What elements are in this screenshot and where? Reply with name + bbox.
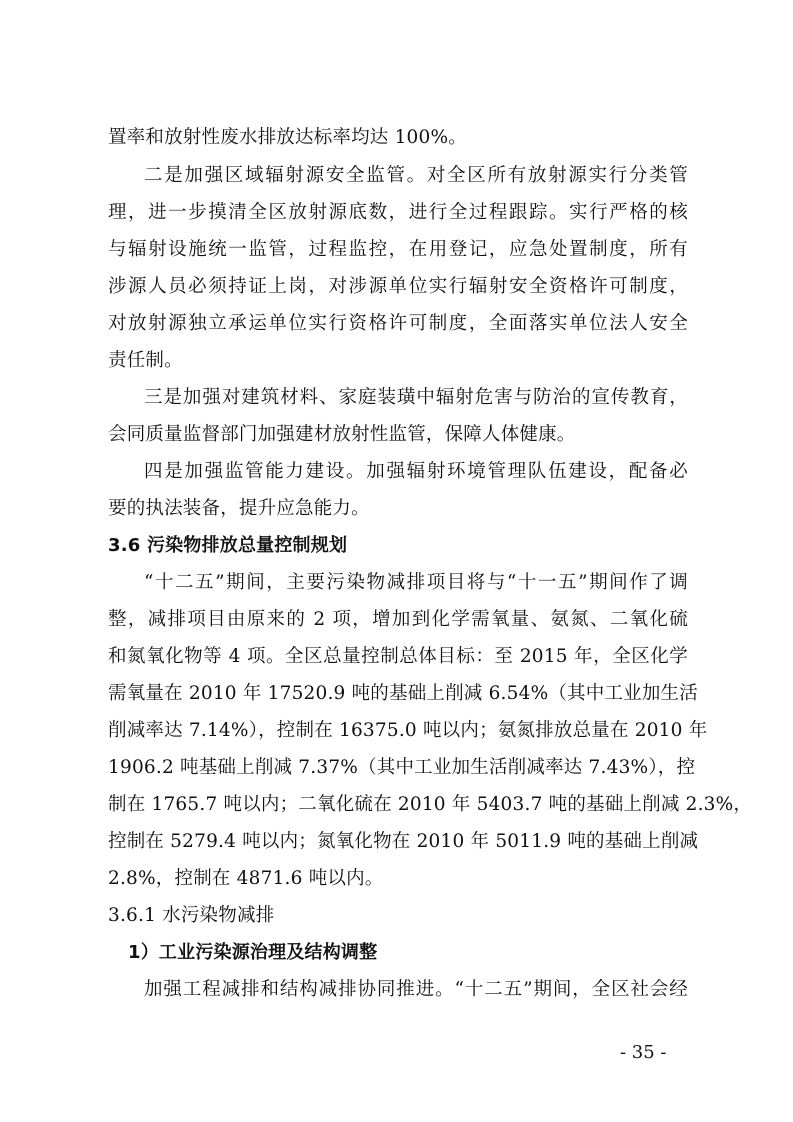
- paragraph-line: 责任制。: [108, 350, 183, 371]
- paragraph-line: 对放射源独立承运单位实行资格许可制度，全面落实单位法人安全: [108, 313, 688, 334]
- section-heading: 3.6 污染物排放总量控制规划: [108, 535, 348, 556]
- paragraph-line: 会同质量监督部门加强建材放射性监管，保障人体健康。: [108, 424, 576, 445]
- paragraph-line: 1906.2 吨基础上削减 7.37%（其中工业加生活削减率达 7.43%），控: [108, 757, 696, 778]
- paragraph-line: 削减率达 7.14%），控制在 16375.0 吨以内；氨氮排放总量在 2010 年: [108, 720, 708, 741]
- paragraph-line: 四是加强监管能力建设。加强辐射环境管理队伍建设，配备必: [144, 461, 688, 482]
- paragraph-line: 控制在 5279.4 吨以内；氮氧化物在 2010 年 5011.9 吨的基础上削减: [108, 831, 699, 852]
- paragraph-line: 加强工程减排和结构减排协同推进。“十二五”期间，全区社会经: [144, 979, 688, 1000]
- paragraph-line: 二是加强区域辐射源安全监管。对全区所有放射源实行分类管: [144, 165, 688, 186]
- paragraph-line: 三是加强对建筑材料、家庭装璜中辐射危害与防治的宣传教育，: [144, 387, 688, 408]
- paragraph-line: 制在 1765.7 吨以内；二氧化硫在 2010 年 5403.7 吨的基础上削减 2.3%，: [108, 794, 753, 815]
- paragraph-line: 2.8%，控制在 4871.6 吨以内。: [108, 868, 384, 889]
- paragraph-line: 需氧量在 2010 年 17520.9 吨的基础上削减 6.54%（其中工业加生活: [108, 683, 698, 704]
- paragraph-line: 要的执法装备，提升应急能力。: [108, 498, 370, 519]
- subsection-heading: 3.6.1 水污染物减排: [108, 905, 275, 926]
- paragraph-line: 整，减排项目由原来的 2 项，增加到化学需氧量、氨氮、二氧化硫: [108, 609, 688, 630]
- paragraph-line: 涉源人员必须持证上岗，对涉源单位实行辐射安全资格许可制度，: [108, 276, 688, 297]
- paragraph-line: 与辐射设施统一监管，过程监控，在用登记，应急处置制度，所有: [108, 239, 688, 260]
- paragraph-line: 和氮氧化物等 4 项。全区总量控制总体目标：至 2015 年，全区化学: [108, 646, 688, 667]
- paragraph-line: “十二五”期间，主要污染物减排项目将与“十一五”期间作了调: [144, 572, 688, 593]
- item-heading: 1）工业污染源治理及结构调整: [128, 942, 378, 963]
- paragraph-line: 置率和放射性废水排放达标率均达 100%。: [108, 127, 467, 148]
- paragraph-line: 理，进一步摸清全区放射源底数，进行全过程跟踪。实行严格的核: [108, 202, 688, 223]
- page-number: - 35 -: [620, 1042, 667, 1063]
